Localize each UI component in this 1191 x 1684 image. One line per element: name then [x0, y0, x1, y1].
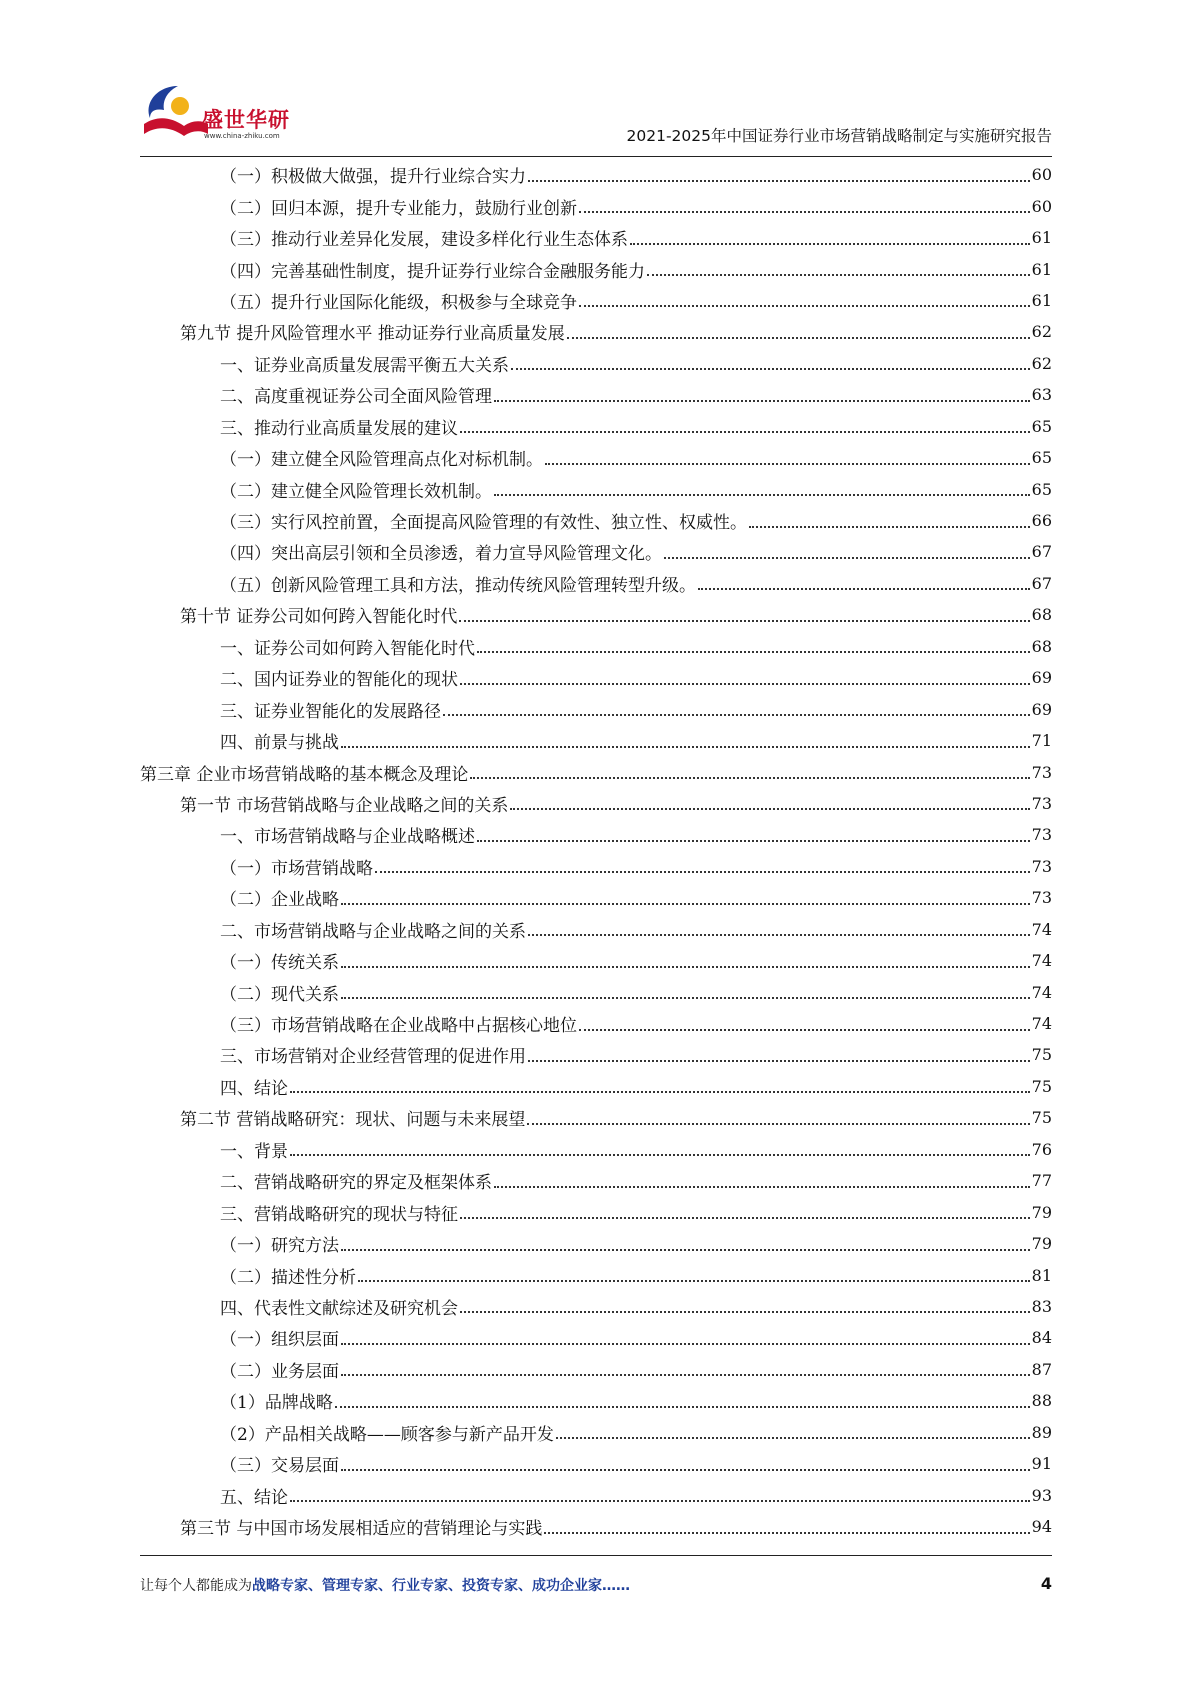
toc-entry-page: 77	[1031, 1171, 1052, 1191]
logo-text: 盛世华研	[202, 108, 290, 132]
toc-entry[interactable]	[140, 568, 1052, 599]
toc-entry-page: 93	[1031, 1485, 1052, 1505]
toc-leader-dots	[459, 620, 1029, 622]
toc-entry[interactable]	[140, 725, 1052, 756]
toc-entry[interactable]	[140, 348, 1052, 379]
toc-entry-page: 83	[1031, 1296, 1052, 1316]
toc-leader-dots	[358, 1280, 1030, 1282]
page-footer	[140, 1575, 1052, 1599]
page-header	[140, 80, 1052, 160]
toc-entry[interactable]	[140, 914, 1052, 945]
toc-entry-page: 76	[1031, 1139, 1052, 1159]
toc-entry[interactable]	[140, 1511, 1052, 1542]
toc-entry-page: 89	[1031, 1422, 1052, 1442]
toc-entry-title: 第一节 市场营销战略与企业战略之间的关系	[180, 795, 509, 816]
toc-entry-page: 73	[1031, 762, 1052, 782]
toc-leader-dots	[290, 1500, 1030, 1502]
toc-entry-page: 60	[1031, 165, 1052, 185]
toc-leader-dots	[545, 463, 1030, 465]
toc-leader-dots	[460, 431, 1030, 433]
toc-entry[interactable]	[140, 1385, 1052, 1416]
toc-entry-page: 61	[1031, 290, 1052, 310]
toc-leader-dots	[647, 274, 1030, 276]
toc-entry-page: 79	[1031, 1234, 1052, 1254]
toc-entry-title: 第二节 营销战略研究：现状、问题与未来展望	[180, 1110, 526, 1131]
toc-leader-dots	[664, 557, 1030, 559]
toc-leader-dots	[630, 243, 1030, 245]
toc-leader-dots	[341, 1249, 1030, 1251]
toc-entry[interactable]	[140, 693, 1052, 724]
toc-entry[interactable]	[140, 1008, 1052, 1039]
toc-entry-title: （二）回归本源，提升专业能力，鼓励行业创新	[220, 198, 577, 219]
toc-entry-page: 74	[1031, 951, 1052, 971]
toc-entry-title: 三、证券业智能化的发展路径	[220, 701, 441, 722]
toc-entry-title: 第三章 企业市场营销战略的基本概念及理论	[140, 764, 469, 785]
toc-leader-dots	[460, 1217, 1030, 1219]
toc-leader-dots	[698, 588, 1030, 590]
toc-entry-title: （一）建立健全风险管理高点化对标机制。	[220, 450, 543, 471]
toc-leader-dots	[528, 934, 1030, 936]
toc-entry[interactable]	[140, 190, 1052, 221]
toc-leader-dots	[567, 337, 1030, 339]
toc-entry-page: 67	[1031, 573, 1052, 593]
toc-entry-title: （一）组织层面	[220, 1330, 339, 1351]
toc-leader-dots	[470, 777, 1029, 779]
toc-entry-title: （三）市场营销战略在企业战略中占据核心地位	[220, 1016, 577, 1037]
toc-entry-title: （二）企业战略	[220, 890, 339, 911]
toc-entry[interactable]	[140, 1228, 1052, 1259]
toc-entry[interactable]	[140, 1134, 1052, 1165]
header-divider	[140, 156, 1052, 157]
toc-leader-dots	[494, 1186, 1030, 1188]
toc-leader-dots	[544, 1532, 1029, 1534]
toc-entry[interactable]	[140, 536, 1052, 567]
toc-entry-title: （二）业务层面	[220, 1361, 339, 1382]
toc-entry-page: 68	[1031, 605, 1052, 625]
toc-entry-page: 63	[1031, 385, 1052, 405]
toc-entry-title: 二、营销战略研究的界定及框架体系	[220, 1173, 492, 1194]
toc-entry[interactable]	[140, 599, 1052, 630]
toc-entry-page: 75	[1031, 1045, 1052, 1065]
toc-entry-title: （1）品牌战略	[220, 1393, 333, 1414]
toc-entry[interactable]	[140, 1354, 1052, 1385]
toc-entry-title: 三、推动行业高质量发展的建议	[220, 418, 458, 439]
toc-entry-page: 73	[1031, 825, 1052, 845]
toc-entry[interactable]	[140, 882, 1052, 913]
toc-entry-page: 60	[1031, 196, 1052, 216]
toc-entry-title: 二、国内证券业的智能化的现状	[220, 670, 458, 691]
toc-entry-title: 三、市场营销对企业经营管理的促进作用	[220, 1047, 526, 1068]
toc-leader-dots	[511, 368, 1030, 370]
toc-entry[interactable]	[140, 1417, 1052, 1448]
toc-entry-page: 74	[1031, 919, 1052, 939]
footer-slogan-roles: 战略专家、管理专家、行业专家、投资专家、成功企业家……	[252, 1578, 630, 1594]
logo-url: www.china-zhiku.com	[204, 132, 280, 140]
toc-entry-title: （二）建立健全风险管理长效机制。	[220, 481, 492, 502]
toc-entry[interactable]	[140, 1479, 1052, 1510]
toc-entry-title: （二）现代关系	[220, 984, 339, 1005]
toc-entry-title: 四、前景与挑战	[220, 733, 339, 754]
toc-entry[interactable]	[140, 159, 1052, 190]
toc-leader-dots	[290, 1154, 1030, 1156]
toc-leader-dots	[460, 683, 1030, 685]
toc-entry-page: 65	[1031, 416, 1052, 436]
toc-entry-title: （三）实行风控前置，全面提高风险管理的有效性、独立性、权威性。	[220, 513, 747, 534]
company-logo	[140, 80, 315, 150]
toc-entry[interactable]	[140, 819, 1052, 850]
toc-entry[interactable]	[140, 1071, 1052, 1102]
toc-entry[interactable]	[140, 976, 1052, 1007]
toc-leader-dots	[749, 526, 1030, 528]
toc-entry[interactable]	[140, 851, 1052, 882]
toc-entry[interactable]	[140, 379, 1052, 410]
toc-entry-page: 68	[1031, 636, 1052, 656]
toc-entry-title: 三、营销战略研究的现状与特征	[220, 1204, 458, 1225]
toc-entry-title: 四、代表性文献综述及研究机会	[220, 1298, 458, 1319]
toc-leader-dots	[341, 966, 1030, 968]
toc-leader-dots	[375, 871, 1030, 873]
toc-leader-dots	[528, 180, 1030, 182]
toc-leader-dots	[460, 1311, 1030, 1313]
toc-entry-title: 一、市场营销战略与企业战略概述	[220, 827, 475, 848]
toc-leader-dots	[290, 1091, 1030, 1093]
toc-entry-page: 88	[1031, 1391, 1052, 1411]
toc-leader-dots	[579, 1029, 1030, 1031]
toc-entry-title: 一、背景	[220, 1141, 288, 1162]
table-of-contents	[140, 159, 1052, 1542]
toc-entry[interactable]	[140, 756, 1052, 787]
toc-entry-title: （一）市场营销战略	[220, 858, 373, 879]
toc-entry[interactable]	[140, 1196, 1052, 1227]
toc-entry[interactable]	[140, 1165, 1052, 1196]
toc-leader-dots	[527, 1123, 1029, 1125]
toc-entry-title: （一）传统关系	[220, 953, 339, 974]
toc-entry[interactable]	[140, 505, 1052, 536]
toc-leader-dots	[579, 305, 1030, 307]
toc-entry-page: 91	[1031, 1454, 1052, 1474]
toc-entry-page: 81	[1031, 1265, 1052, 1285]
toc-entry[interactable]	[140, 253, 1052, 284]
toc-entry-page: 69	[1031, 668, 1052, 688]
toc-leader-dots	[335, 1406, 1030, 1408]
toc-entry[interactable]	[140, 1259, 1052, 1290]
toc-entry-page: 79	[1031, 1202, 1052, 1222]
toc-leader-dots	[341, 1374, 1030, 1376]
toc-entry[interactable]	[140, 1448, 1052, 1479]
toc-entry-title: 四、结论	[220, 1078, 288, 1099]
toc-entry-page: 62	[1031, 322, 1052, 342]
toc-entry[interactable]	[140, 473, 1052, 504]
toc-entry[interactable]	[140, 411, 1052, 442]
toc-leader-dots	[579, 211, 1030, 213]
toc-entry-page: 74	[1031, 982, 1052, 1002]
toc-entry-page: 94	[1031, 1517, 1052, 1537]
toc-entry-page: 62	[1031, 353, 1052, 373]
footer-divider	[140, 1555, 1052, 1556]
toc-entry-page: 73	[1031, 856, 1052, 876]
toc-entry[interactable]	[140, 1039, 1052, 1070]
toc-leader-dots	[341, 997, 1030, 999]
toc-leader-dots	[494, 400, 1030, 402]
toc-entry-page: 75	[1031, 1108, 1052, 1128]
toc-entry-title: 二、高度重视证券公司全面风险管理	[220, 387, 492, 408]
toc-entry-page: 61	[1031, 228, 1052, 248]
toc-entry-page: 87	[1031, 1359, 1052, 1379]
toc-entry-page: 65	[1031, 448, 1052, 468]
toc-leader-dots	[477, 840, 1030, 842]
toc-leader-dots	[477, 651, 1030, 653]
toc-entry-page: 84	[1031, 1328, 1052, 1348]
toc-entry-title: （二）描述性分析	[220, 1267, 356, 1288]
toc-entry-title: 一、证券业高质量发展需平衡五大关系	[220, 355, 509, 376]
toc-entry[interactable]	[140, 222, 1052, 253]
toc-leader-dots	[341, 903, 1030, 905]
toc-entry[interactable]	[140, 788, 1052, 819]
toc-entry[interactable]	[140, 1291, 1052, 1322]
toc-entry-title: （2）产品相关战略——顾客参与新产品开发	[220, 1424, 554, 1445]
toc-entry-title: 第十节 证券公司如何跨入智能化时代	[180, 607, 458, 628]
toc-entry-page: 65	[1031, 479, 1052, 499]
toc-entry-title: 二、市场营销战略与企业战略之间的关系	[220, 921, 526, 942]
toc-entry-title: 一、证券公司如何跨入智能化时代	[220, 638, 475, 659]
toc-entry[interactable]	[140, 285, 1052, 316]
toc-entry-title: （一）研究方法	[220, 1236, 339, 1257]
toc-entry-title: 第三节 与中国市场发展相适应的营销理论与实践	[180, 1519, 543, 1540]
toc-entry-page: 61	[1031, 259, 1052, 279]
toc-entry-title: （三）推动行业差异化发展，建设多样化行业生态体系	[220, 230, 628, 251]
toc-entry-title: （四）突出高层引领和全员渗透，着力宣导风险管理文化。	[220, 544, 662, 565]
toc-leader-dots	[528, 1060, 1030, 1062]
toc-entry-page: 73	[1031, 888, 1052, 908]
toc-leader-dots	[443, 714, 1030, 716]
toc-leader-dots	[510, 808, 1029, 810]
toc-leader-dots	[341, 746, 1030, 748]
toc-entry-title: （三）交易层面	[220, 1456, 339, 1477]
toc-entry[interactable]	[140, 1102, 1052, 1133]
toc-entry-title: （四）完善基础性制度，提升证券行业综合金融服务能力	[220, 261, 645, 282]
page-number: 4	[1040, 1574, 1052, 1593]
toc-entry-title: 五、结论	[220, 1487, 288, 1508]
toc-leader-dots	[494, 494, 1030, 496]
toc-leader-dots	[341, 1469, 1030, 1471]
toc-entry-title: （五）创新风险管理工具和方法，推动传统风险管理转型升级。	[220, 575, 696, 596]
toc-leader-dots	[556, 1437, 1030, 1439]
toc-entry-title: （五）提升行业国际化能级，积极参与全球竞争	[220, 292, 577, 313]
toc-entry-page: 74	[1031, 1014, 1052, 1034]
toc-entry-page: 71	[1031, 731, 1052, 751]
toc-entry[interactable]	[140, 631, 1052, 662]
toc-entry[interactable]	[140, 662, 1052, 693]
toc-entry-title: （一）积极做大做强，提升行业综合实力	[220, 167, 526, 188]
report-title: 2021-2025年中国证券行业市场营销战略制定与实施研究报告	[626, 127, 1052, 145]
toc-entry[interactable]	[140, 1322, 1052, 1353]
toc-entry-page: 75	[1031, 1076, 1052, 1096]
toc-entry[interactable]	[140, 945, 1052, 976]
footer-slogan-prefix: 让每个人都能成为	[140, 1578, 252, 1594]
toc-entry-title: 第九节 提升风险管理水平 推动证券行业高质量发展	[180, 324, 565, 345]
toc-entry-page: 66	[1031, 511, 1052, 531]
toc-entry-page: 69	[1031, 699, 1052, 719]
toc-leader-dots	[341, 1343, 1030, 1345]
toc-entry-page: 73	[1031, 793, 1052, 813]
toc-entry[interactable]	[140, 442, 1052, 473]
toc-entry-page: 67	[1031, 542, 1052, 562]
toc-entry[interactable]	[140, 316, 1052, 347]
logo-emblem-icon	[140, 80, 210, 146]
